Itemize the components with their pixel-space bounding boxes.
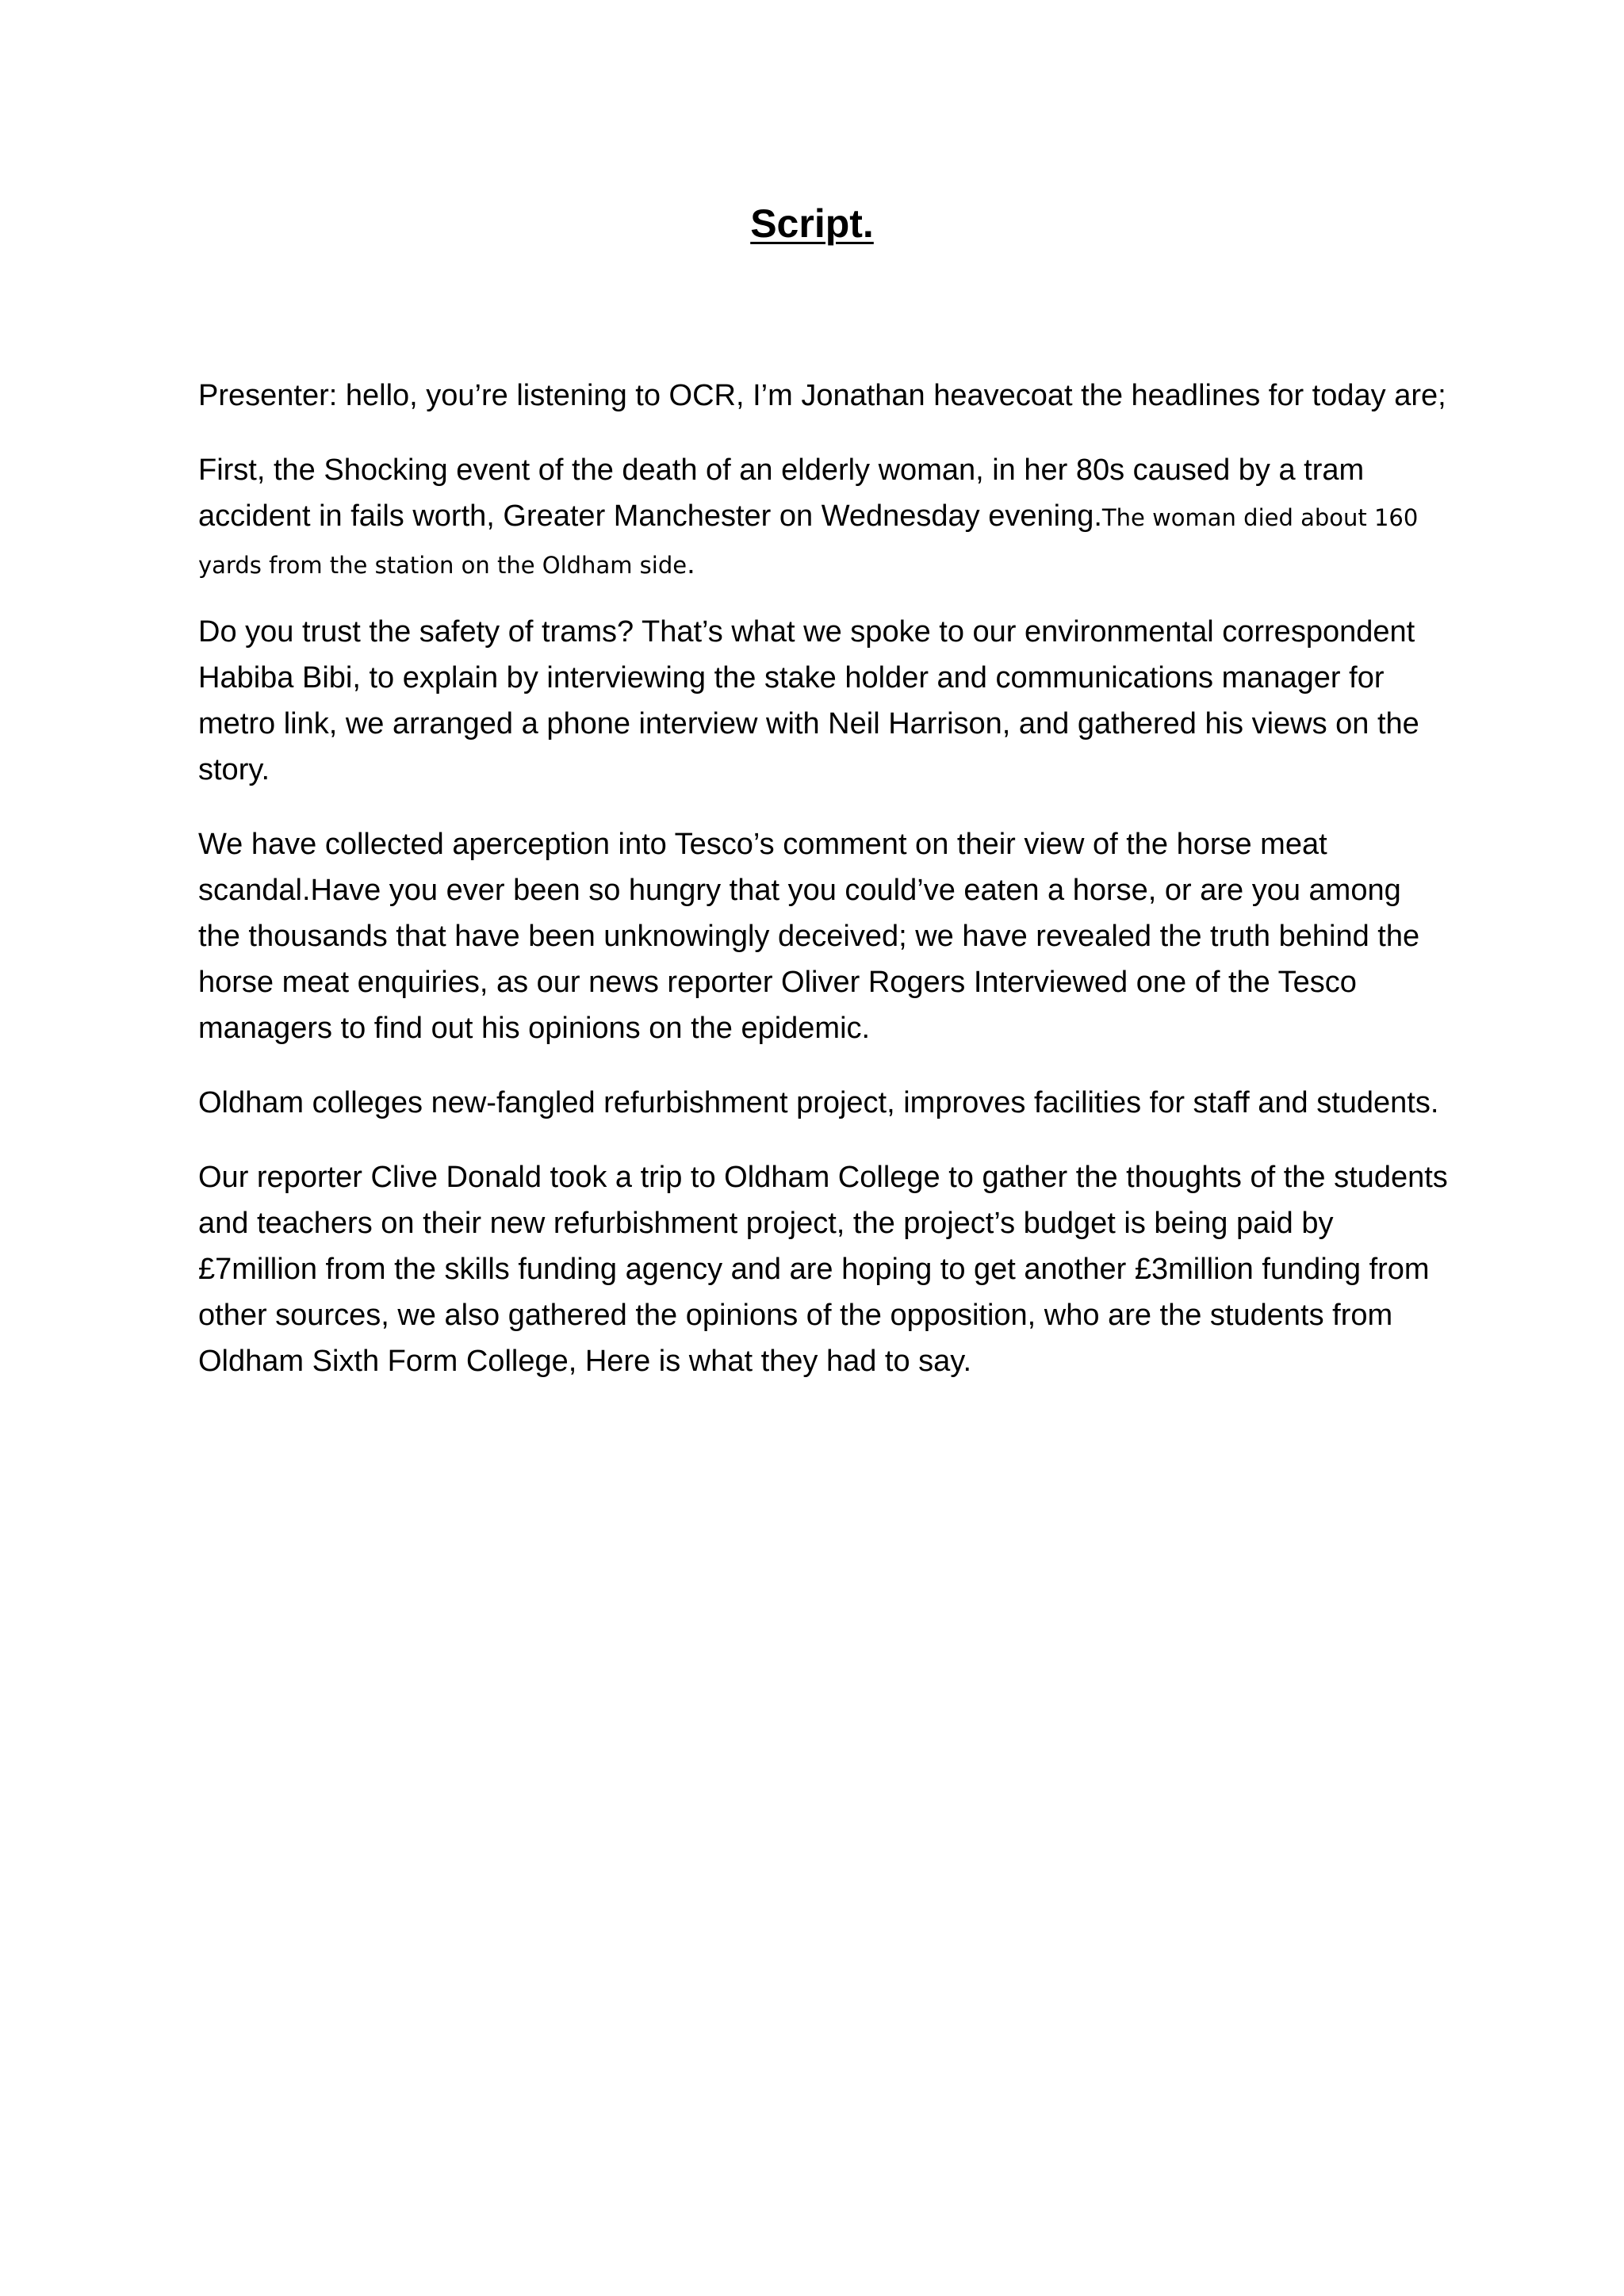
paragraph-horse-meat: We have collected aperception into Tesco’s comment on their view of the horse meat scandal.Have you ever been so hungry that you could’ve eaten a horse, or are you among the thousands that have been unknowingly deceived; we have revealed the truth behind the horse meat enquiries, as our news reporter Oliver Rogers Interviewed one of the Tesco managers to find out his opinions on the epidemic. xyxy=(198,828,1420,1045)
tram-headline-detail: The woman died about 160 yards from the station on the Oldham side xyxy=(198,504,1419,579)
tram-headline-text: First, the Shocking event of the death of an elderly woman, in her 80s caused by a tram accident in fails worth, Greater Manchester on Wednesday evening. xyxy=(198,453,1365,533)
paragraph-tram-safety: Do you trust the safety of trams? That’s what we spoke to our environmental correspondent Habiba Bibi, to explain by interviewing the stake holder and communications manager for metro link, we arranged a phone interview with Neil Harrison, and gathered his views on the story. xyxy=(198,615,1419,786)
paragraph-tram-headline xyxy=(198,447,1451,588)
paragraph-presenter-intro: Presenter: hello, you’re listening to OCR, I’m Jonathan heavecoat the headlines for today are; xyxy=(198,379,1446,412)
tram-headline-period: . xyxy=(687,547,695,580)
paragraph-college-report: Our reporter Clive Donald took a trip to Oldham College to gather the thoughts of the students and teachers on their new refurbishment project, the project’s budget is being paid by £7million from the skills funding agency and are hoping to get another £3million funding from other sources, we also gathered the opinions of the opposition, who are the students from Oldham Sixth Form College, Here is what they had to say. xyxy=(198,1161,1448,1378)
page-title xyxy=(0,200,1624,247)
script-body xyxy=(198,373,1451,1413)
paragraph-college-headline: Oldham colleges new-fangled refurbishment project, improves facilities for staff and students. xyxy=(198,1086,1439,1119)
page-title-text: Script. xyxy=(750,201,874,246)
